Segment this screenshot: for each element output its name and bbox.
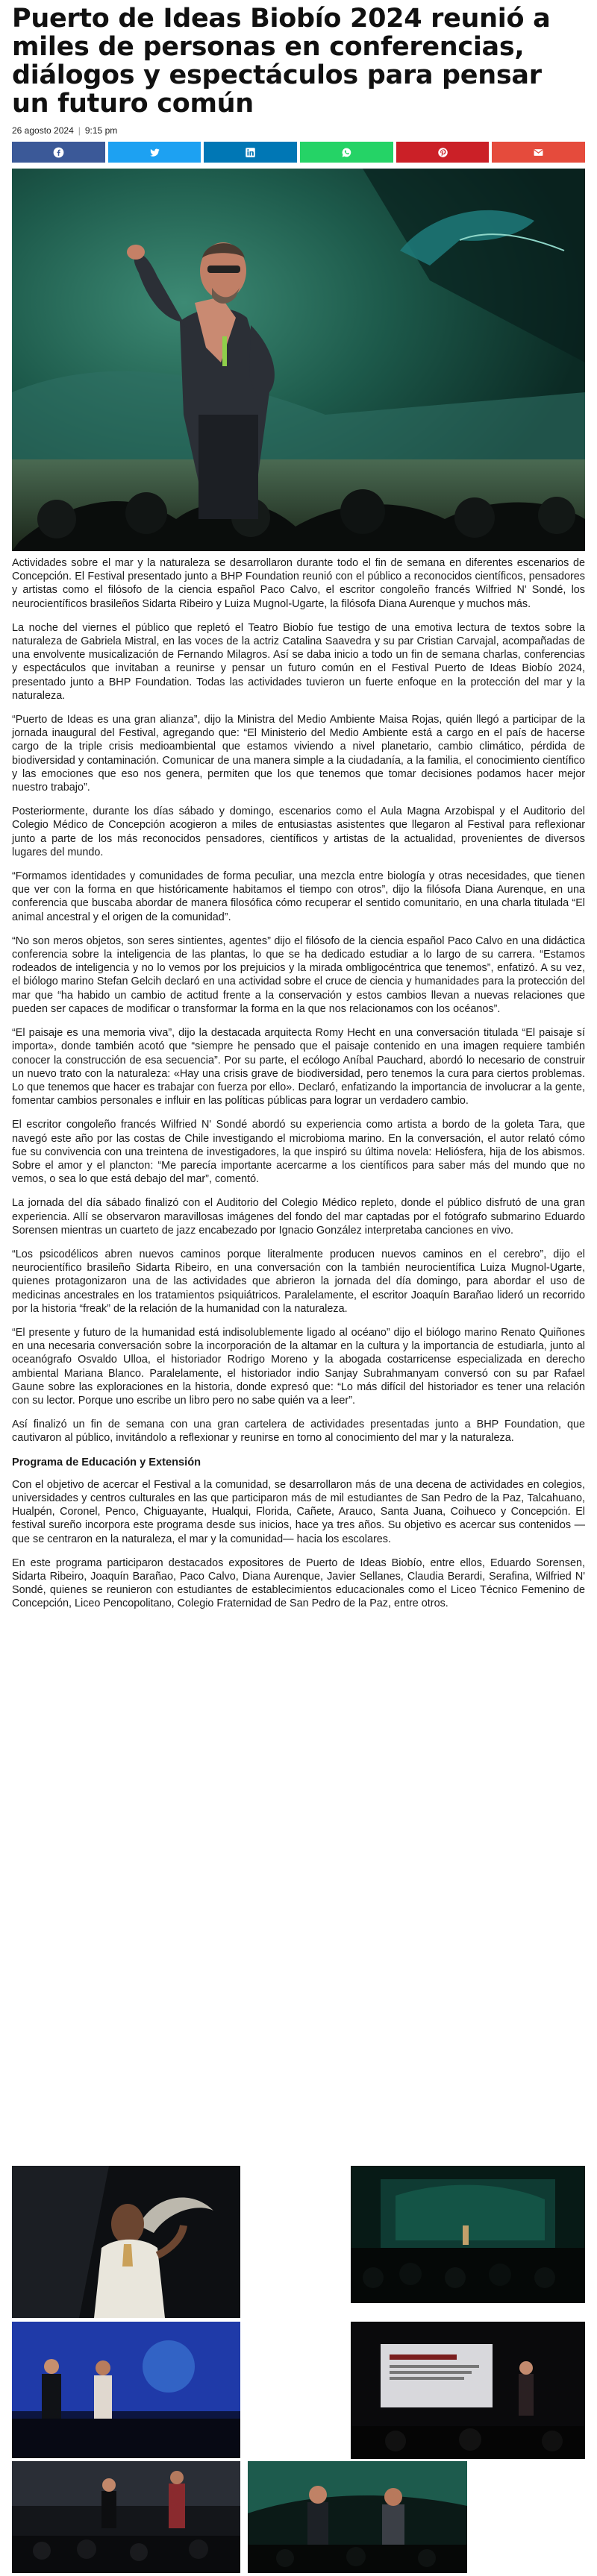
email-icon <box>533 147 544 158</box>
article-title: Puerto de Ideas Biobío 2024 reunió a miles de personas en conferencias, diálogos y espectáculos para pensar un futuro común <box>12 4 551 119</box>
facebook-icon <box>53 147 64 158</box>
whatsapp-icon <box>341 147 352 158</box>
meta-separator: | <box>78 125 81 136</box>
gallery-photo[interactable] <box>351 2166 585 2303</box>
body-paragraph: El escritor congoleño francés Wilfried N' Sondé abordó su experiencia como artista a bordo de la goleta Tara, que navegó este año por las costas de Chile investigando el microbioma marino. En la conversación, el autor relató cómo fue su convivencia con una treintena de investigadores, la que inspiró su última novela: Heliósfera, hija de los abismos. Sobre el amor y el plancton: “Me parecía importante acercarme a los científicos para saber más del mundo que no vemos, o sea lo que está debajo del mar”, comentó. <box>12 1119 585 1186</box>
body-paragraph: “El paisaje es una memoria viva”, dijo la destacada arquitecta Romy Hecht en una conversación titulada “El paisaje sí importa», donde también acotó que “siempre he pensado que el paisaje contenido en una imagen requiere también conocer la construcción de esa secuencia”. Por su parte, el ecólogo Aníbal Pauchard, abordó lo necesario de construir un nuevo trato con la naturaleza: «Hay una crisis grave de biodiversidad, pero tenemos la cura para ciertos problemas. Lo que tenemos que hacer es trabajar con fuerza por ello». Declaró, enfatizando la importancia de involucrar a la gente, fomentar cambios personales e influir en las políticas públicas para lograr un verdadero cambio. <box>12 1027 585 1108</box>
body-paragraph: “Puerto de Ideas es una gran alianza”, dijo la Ministra del Medio Ambiente Maisa Rojas, quién llegó a participar de la jornada inaugural del Festival, agregando que: “El Ministerio del Medio Ambiente está a cargo en el país de hacerse cargo de la triple crisis medioambiental que estamos viviendo a nivel planetario, cambio climático, pérdida de biodiversidad y contaminación. Comunicar de una manera simple a la ciudadanía, a la familia, el conocimiento científico y las emociones que eso nos genera, permiten que los que tenemos que tomar decisiones podamos hacer mejor nuestro trabajo”. <box>12 714 585 794</box>
share-pinterest-button[interactable] <box>396 142 490 163</box>
body-paragraph: “El presente y futuro de la humanidad está indisolublemente ligado al océano” dijo el biólogo marino Renato Quiñones en una necesaria conversación sobre la incorporación de la altamar en la cultura y la importancia de estudiarla, junto al oceanógrafo Osvaldo Ulloa, el historiador Rodrigo Moreno y la abogada costarricense especializada en derecho ambiental Mariana Blanco. Paralelamente, el historiador indio Sanjay Subrahmanyam conversó con su par Rafael Gaune sobre las exploraciones en la historia, donde expresó que: “Lo más difícil del historiador es tener una relación con su lector. Porque uno escribe un libro pero no sabe quién va a leer”. <box>12 1326 585 1407</box>
speaker-portrait-image <box>12 2166 240 2318</box>
panel-conversation-image <box>248 2461 467 2573</box>
body-paragraph: Actividades sobre el mar y la naturaleza se desarrollaron durante todo el fin de semana en diferentes escenarios de Concepción. El Festival presentado junto a BHP Foundation reunió con el público a reconocidos científicos, pensadores y artistas como el filósofo de la ciencia español Paco Calvo, el escritor congoleño francés Wilfried N' Sondé, los neurocientíficos brasileños Sidarta Ribeiro y Luiza Mugnol-Ugarte, la filósofa Diana Aurenque y muchos más. <box>12 557 585 610</box>
body-paragraph: La noche del viernes el público que repletó el Teatro Biobío fue testigo de una emotiva lectura de textos sobre la naturaleza de Gabriela Mistral, en las voces de la actriz Catalina Saavedra y su par Cristian Carvajal, acompañadas de una envolvente musicalización de Fernando Milagros. Así se daba inicio a todo un fin de semana charlas, conferencias y espectáculos que invitaban a reunirse y pensar un futuro común en el Festival Puerto de Ideas Biobío 2024, presentado junto a BHP Foundation. Todas las actividades tuvieron un fuerte enfoque en la protección del mar y la naturaleza. <box>12 621 585 702</box>
body-paragraph: Con el objetivo de acercar el Festival a la comunidad, se desarrollaron más de una decena de actividades en colegios, universidades y centros culturales en las que participaron más de mil estudiantes de San Pedro de la Paz, Talcahuano, Hualpén, Coronel, Penco, Chiguayante, Hualqui, Florida, Cañete, Arauco, Santa Juana, Coihueco y Concepción. El festival sureño incorpora este programa desde sus inicios, hace ya tres años. Su objetivo es acercar sus contenidos —que se centraron en la naturaleza, el mar y la comunidad— hacia los escolares. <box>12 1478 585 1545</box>
gallery-photo[interactable] <box>351 2322 585 2459</box>
speaker-on-stage-image <box>12 169 585 551</box>
linkedin-icon <box>245 147 256 158</box>
share-twitter-button[interactable] <box>108 142 201 163</box>
auditorium-stage-image <box>351 2166 585 2303</box>
body-paragraph: “No son meros objetos, son seres sintientes, agentes” dijo el filósofo de la ciencia español Paco Calvo en una didáctica conferencia sobre la inteligencia de las plantas, lo que se ha dedicado estudiar a lo largo de su carrera. “Estamos rodeados de inteligencia y no lo vemos por los prejuicios y la mirada ombligocéntrica que tenemos”, enfatizó. A su vez, el biólogo marino Stefan Gelcih declaró en una actividad sobre el cruce de ciencia y humanidades para la protección del mar que “ha habido un cambio de actitud frente a la conservación y estos cambios llevan a nuevas relaciones que pueden ser capaces de modificar o transformar la forma en la que nos relacionamos con los océanos”. <box>12 934 585 1015</box>
body-paragraph: “Los psicodélicos abren nuevos caminos porque literalmente producen nuevos caminos en el cerebro”, dijo el neurocientífico brasileño Sidarta Ribeiro, en una conversación con la también neurocientífica Luiza Mugnol-Ugarte, quienes protagonizaron una de las actividades que abrieron la jornada del día domingo, para abordar el uso de medicinas ancestrales en los tratamientos psiquiátricos. Paralelamente, el escritor Joaquín Barañao lideró un recorrido por la historia “freak” de la relación de la humanidad con la naturaleza. <box>12 1248 585 1315</box>
gallery-photo[interactable] <box>12 2461 240 2573</box>
article-date: 26 agosto 2024 <box>12 125 74 136</box>
twitter-icon <box>149 147 160 158</box>
student-audience-image <box>12 2461 240 2573</box>
pinterest-icon <box>437 147 448 158</box>
share-email-button[interactable] <box>492 142 585 163</box>
article-time: 9:15 pm <box>84 125 118 136</box>
article-meta <box>12 125 117 136</box>
body-paragraph: Así finalizó un fin de semana con una gran cartelera de actividades presentadas junto a BHP Foundation, que cautivaron al público, invitándolo a reflexionar y reunirse en torno al conocimiento del mar y la naturaleza. <box>12 1419 585 1445</box>
gallery-photo[interactable] <box>12 2322 240 2458</box>
share-whatsapp-button[interactable] <box>300 142 393 163</box>
share-facebook-button[interactable] <box>12 142 105 163</box>
gallery-photo[interactable] <box>248 2461 467 2573</box>
gallery-photo[interactable] <box>12 2166 240 2318</box>
body-paragraph: En este programa participaron destacados expositores de Puerto de Ideas Biobío, entre ellos, Eduardo Sorensen, Sidarta Ribeiro, Joaquín Barañao, Paco Calvo, Diana Aurenque, Javier Sellanes, Claudia Berardi, Serafina, Wilfried N' Sondé, quienes se reunieron con estudiantes de establecimientos educacionales como el Liceo Técnico Femenino de Concepción, Liceo Pencopolitano, Colegio Fraternidad de San Pedro de la Paz, entre otros. <box>12 1556 585 1610</box>
hero-photo <box>12 169 585 551</box>
share-linkedin-button[interactable] <box>204 142 297 163</box>
body-paragraph: “Formamos identidades y comunidades de forma peculiar, una mezcla entre biología y otras necesidades, que tienen que ver con la forma en que históricamente habitamos el tiempo con otros”, dijo la filósofa Diana Aurenque, en una conferencia que buscaba abordar de manera filosófica cómo recuperar el sentido comunitario, en una charla titulada “El animal ancestral y el origen de la comunidad”. <box>12 870 585 923</box>
blue-stage-image <box>12 2322 240 2458</box>
share-bar <box>12 142 585 163</box>
conference-screen-image <box>351 2322 585 2459</box>
article-body <box>12 556 585 1621</box>
section-heading: Programa de Educación y Extensión <box>12 1456 201 1468</box>
body-paragraph: La jornada del día sábado finalizó con el Auditorio del Colegio Médico repleto, donde el público disfrutó de una gran experiencia. Allí se observaron maravillosas imágenes del fondo del mar captadas por el fotógrafo submarino Eduardo Sorensen mientras un cuarteto de jazz encabezado por Ignacio González interpretaba canciones en vivo. <box>12 1197 585 1237</box>
body-paragraph: Posteriormente, durante los días sábado y domingo, escenarios como el Aula Magna Arzobispal y el Auditorio del Colegio Médico de Concepción acogieron a miles de entusiastas asistentes que llegaron al Festival para reflexionar junto a parte de los más reconocidos pensadores, científicos y artistas de la actualidad, provenientes de diversos lugares del mundo. <box>12 805 585 858</box>
